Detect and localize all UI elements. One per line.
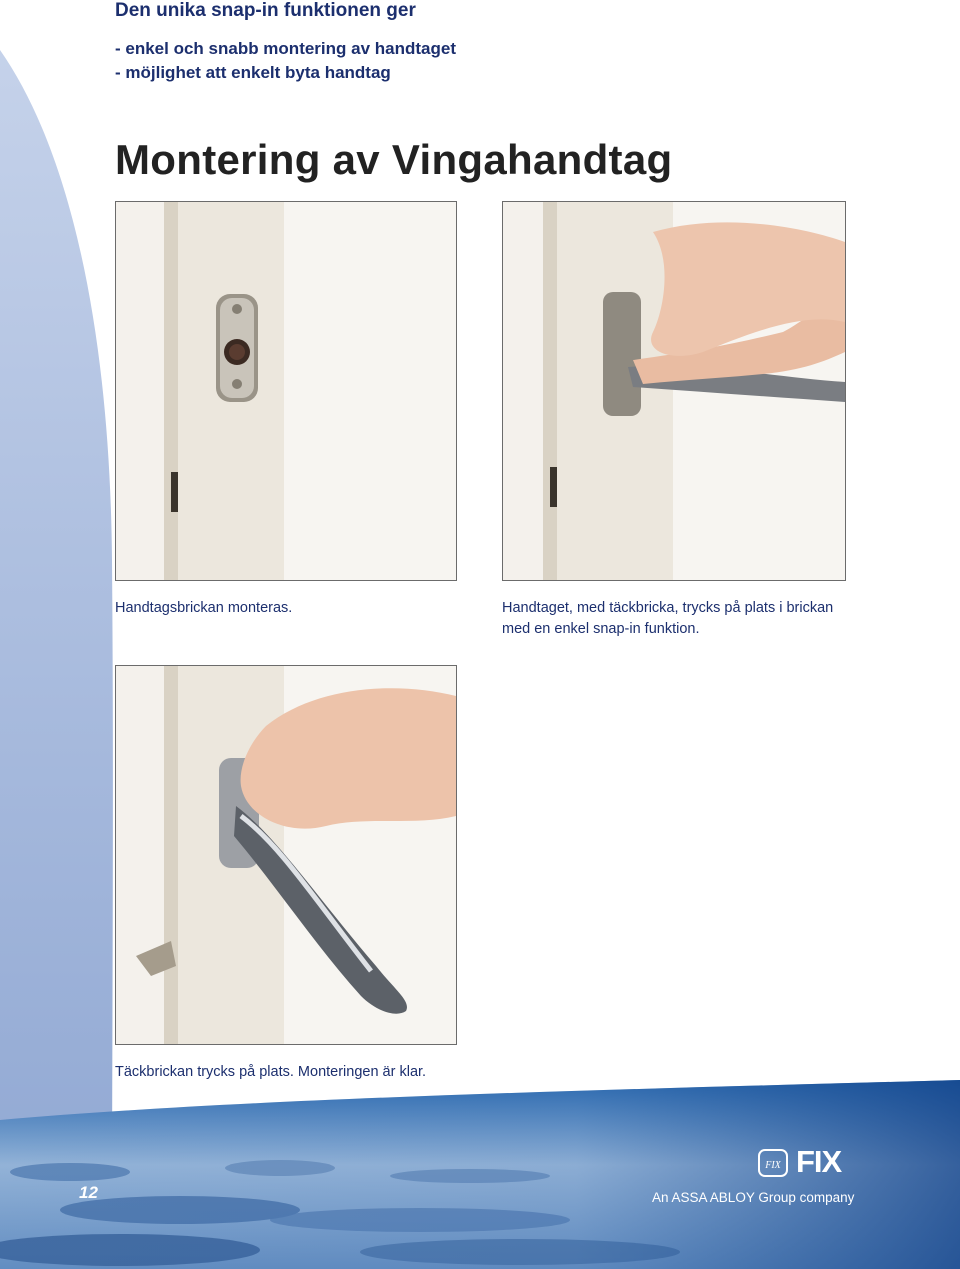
page-title: Montering av Vingahandtag <box>115 136 673 183</box>
step2-photo <box>502 201 846 581</box>
step3-caption: Täckbrickan trycks på plats. Monteringen är klar. <box>115 1064 427 1080</box>
step3-photo <box>115 665 457 1045</box>
brand-name: FIX <box>796 1144 842 1179</box>
step2-illustration <box>503 202 845 580</box>
company-tagline: An ASSA ABLOY Group company <box>652 1190 855 1205</box>
step2-caption: Handtaget, med täckbricka, trycks på plats i brickan med en enkel snap-in funktion. <box>502 600 834 637</box>
step1-photo <box>115 201 457 581</box>
step1-illustration <box>116 202 456 580</box>
feature-bullet: - möjlighet att enkelt byta handtag <box>115 63 391 82</box>
step1-caption: Handtagsbrickan monteras. <box>115 600 293 616</box>
page-number: 12 <box>79 1183 98 1202</box>
feature-bullet: - enkel och snabb montering av handtaget <box>115 39 456 58</box>
step3-illustration <box>116 666 456 1044</box>
header-title: Den unika snap-in funktionen ger <box>115 0 416 21</box>
logo-mark: FIX <box>765 1160 781 1171</box>
feature-bullets <box>115 37 456 85</box>
